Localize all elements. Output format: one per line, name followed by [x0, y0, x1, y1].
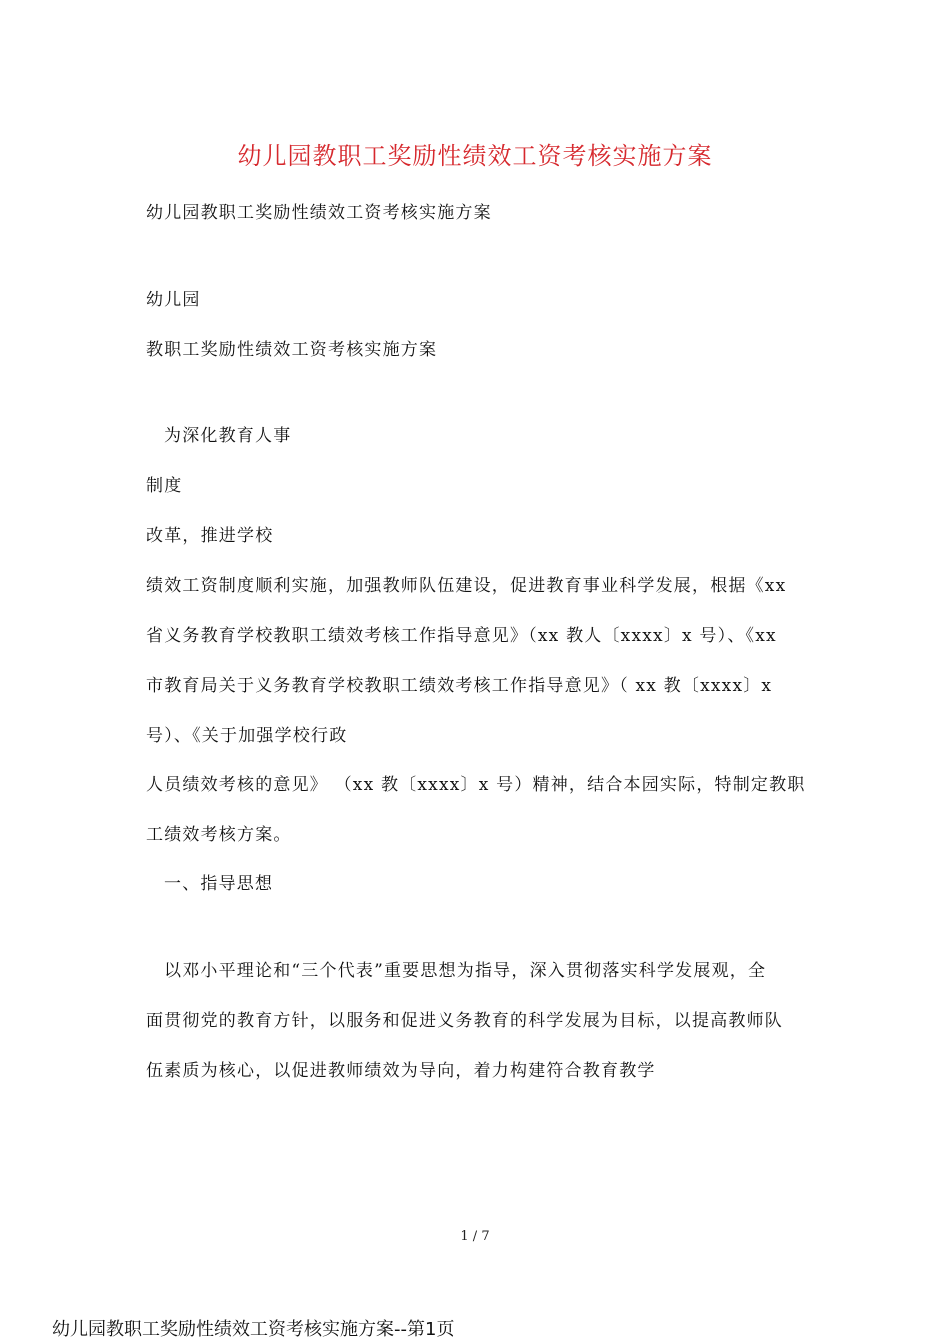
text-line: 教职工奖励性绩效工资考核实施方案 — [146, 340, 438, 360]
text-line: 伍素质为核心，以促进教师绩效为导向，着力构建符合教育教学 — [146, 1061, 656, 1081]
page-footer: 幼儿园教职工奖励性绩效工资考核实施方案--第1页 — [52, 1319, 455, 1340]
text-line: 绩效工资制度顺利实施，加强教师队伍建设，促进教育事业科学发展，根据《xx — [146, 576, 787, 596]
text-line: 工绩效考核方案。 — [146, 825, 292, 845]
text-line: 改革，推进学校 — [146, 526, 274, 546]
document-subtitle: 幼儿园教职工奖励性绩效工资考核实施方案 — [146, 203, 492, 223]
text-line: 制度 — [146, 476, 183, 496]
text-line: 号）、《关于加强学校行政 — [146, 726, 348, 746]
section-heading: 一、指导思想 — [164, 874, 274, 894]
text-line: 以邓小平理论和“三个代表”重要思想为指导，深入贯彻落实科学发展观，全 — [164, 961, 767, 981]
text-line: 省义务教育学校教职工绩效考核工作指导意见》（xx 教人〔xxxx〕x 号）、《xx — [146, 626, 777, 646]
text-line: 幼儿园 — [146, 290, 201, 310]
text-line: 市教育局关于义务教育学校教职工绩效考核工作指导意见》（ xx 教〔xxxx〕x — [146, 676, 773, 696]
text-line: 为深化教育人事 — [164, 426, 292, 446]
text-line: 面贯彻党的教育方针，以服务和促进义务教育的科学发展为目标，以提高教师队 — [146, 1011, 783, 1031]
text-line: 人员绩效考核的意见》 （xx 教〔xxxx〕x 号）精神，结合本园实际，特制定教职 — [146, 775, 806, 795]
document-title: 幼儿园教职工奖励性绩效工资考核实施方案 — [237, 142, 713, 170]
page-number: 1 / 7 — [460, 1229, 490, 1244]
